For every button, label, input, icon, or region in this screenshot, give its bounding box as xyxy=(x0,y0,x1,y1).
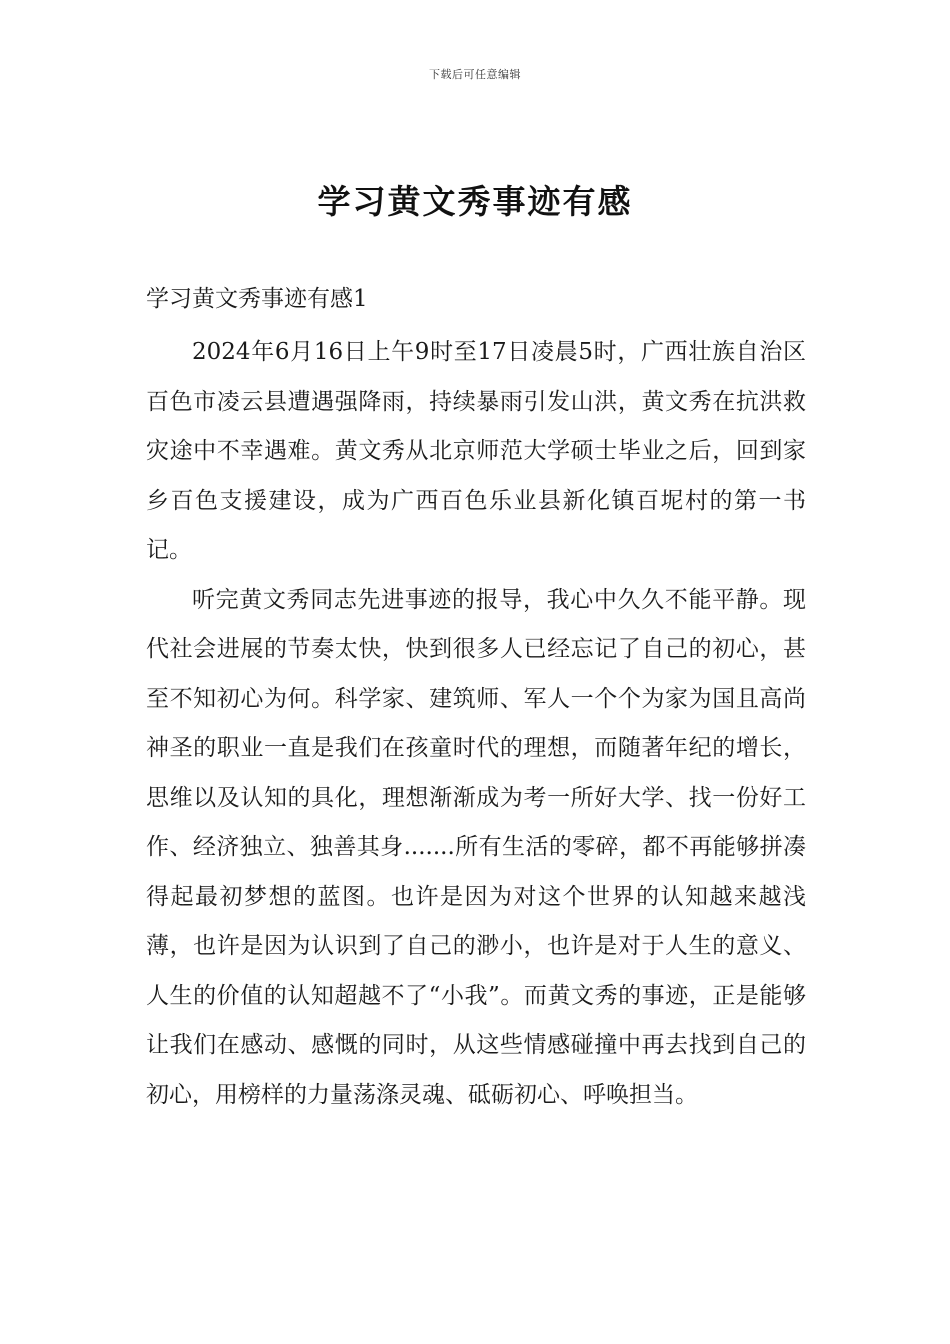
paragraph-1: 2024年6月16日上午9时至17日凌晨5时，广西壮族自治区百色市凌云县遭遇强降雨，持续暴雨引发山洪，黄文秀在抗洪救灾途中不幸遇难。黄文秀从北京师范大学硕士毕业之后，回到家乡百色支援建设，成为广西百色乐业县新化镇百坭村的第一书记。 xyxy=(146,339,806,563)
document-body xyxy=(146,280,806,1120)
paragraph-2: 听完黄文秀同志先进事迹的报导，我心中久久不能平静。现代社会进展的节奏太快，快到很多人已经忘记了自己的初心，甚至不知初心为何。科学家、建筑师、军人一个个为家为国且高尚神圣的职业一直是我们在孩童时代的理想，而随著年纪的增长，思维以及认知的具化，理想渐渐成为考一所好大学、找一份好工作、经济独立、独善其身.......所有生活的零碎，都不再能够拼凑得起最初梦想的蓝图。也许是因为对这个世界的认知越来越浅薄，也许是因为认识到了自己的渺小，也许是对于人生的意义、人生的价值的认知超越不了“小我”。而黄文秀的事迹，正是能够让我们在感动、感慨的同时，从这些情感碰撞中再去找到自己的初心，用榜样的力量荡涤灵魂、砥砺初心、呼唤担当。 xyxy=(146,586,806,1108)
section-heading: 学习黄文秀事迹有感1 xyxy=(146,286,368,312)
header-note: 下载后可任意编辑 xyxy=(429,68,521,81)
document-title: 学习黄文秀事迹有感 xyxy=(317,182,633,221)
